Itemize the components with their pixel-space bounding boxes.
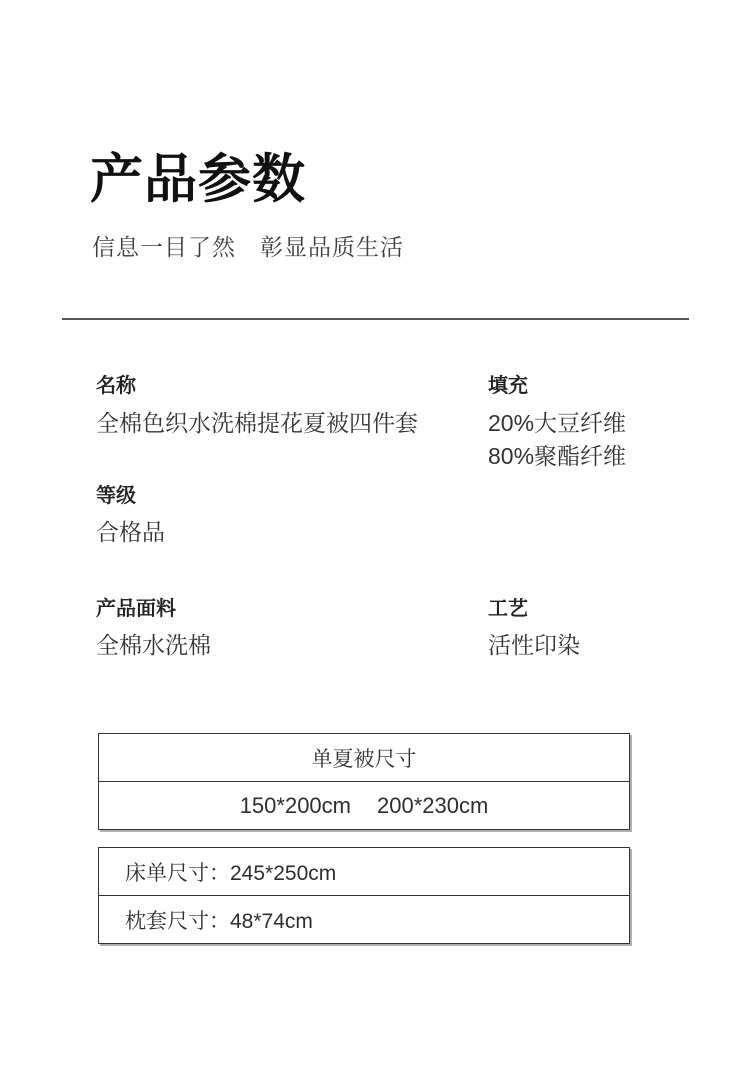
spec-grade-label: 等级 <box>96 485 136 507</box>
sheet-size-row: 床单尺寸：245*250cm <box>99 848 629 896</box>
spec-fabric-value: 全棉水洗棉 <box>96 632 211 658</box>
quilt-size-option-1: 150*200cm <box>239 792 351 818</box>
spec-filling-label: 填充 <box>488 375 528 397</box>
pillowcase-size-row: 枕套尺寸：48*74cm <box>125 910 313 933</box>
spec-name-label: 名称 <box>96 375 136 397</box>
spec-filling-line-1: 20%大豆纤维 <box>488 410 627 436</box>
spec-fabric-label: 产品面料 <box>96 598 176 620</box>
quilt-size-option-2: 200*230cm <box>377 792 489 818</box>
header-divider <box>62 318 689 320</box>
spec-craft-label: 工艺 <box>488 598 528 620</box>
spec-grade-value: 合格品 <box>96 519 165 545</box>
spec-filling-value <box>488 407 626 473</box>
sheet-pillow-size-table <box>98 847 630 944</box>
page-title: 产品参数 <box>90 150 306 209</box>
quilt-size-table-values <box>99 782 629 829</box>
page-subtitle: 信息一目了然 彰显品质生活 <box>92 234 404 260</box>
quilt-size-table-header: 单夏被尺寸 <box>99 734 629 782</box>
spec-filling-line-2: 80%聚酯纤维 <box>488 443 627 469</box>
spec-craft-value: 活性印染 <box>488 632 580 658</box>
quilt-size-table <box>98 733 630 830</box>
spec-name-value: 全棉色织水洗棉提花夏被四件套 <box>96 410 418 436</box>
